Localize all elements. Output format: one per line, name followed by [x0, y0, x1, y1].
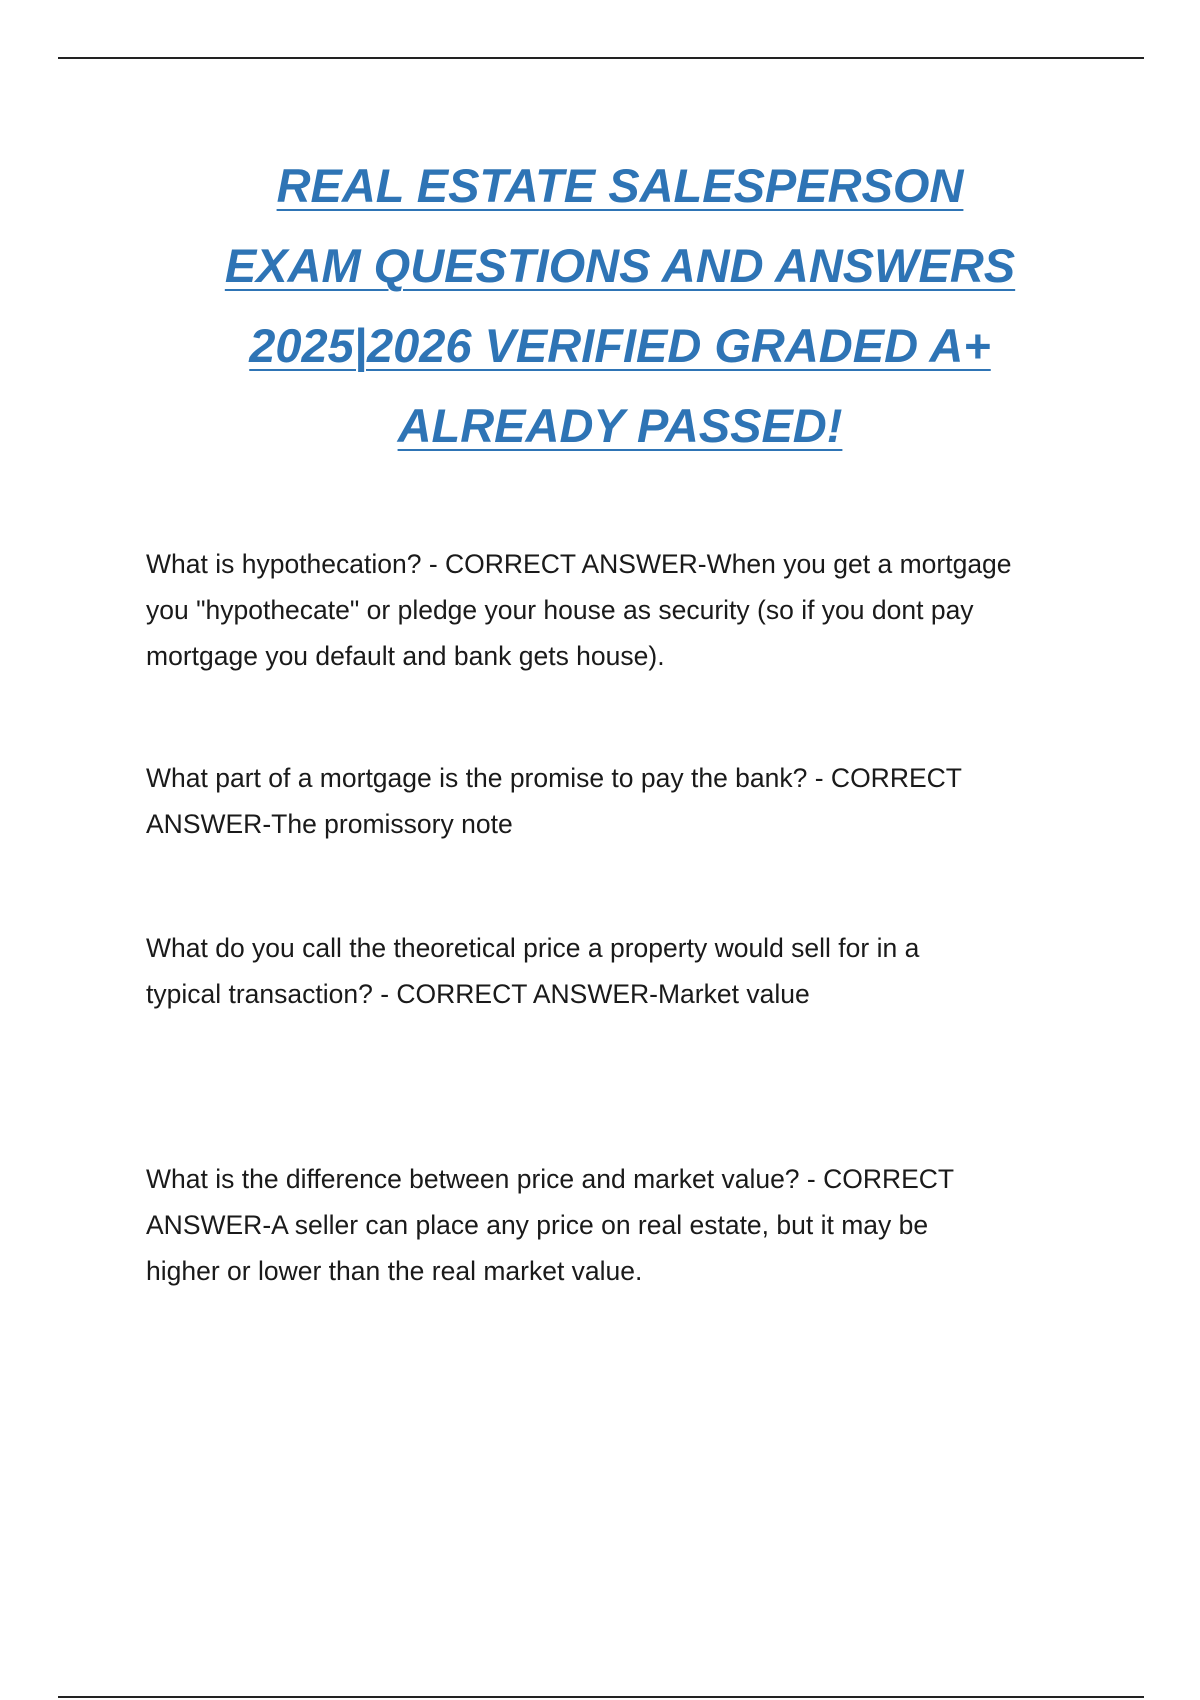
title-line: REAL ESTATE SALESPERSON: [276, 159, 964, 212]
qa-line: What is the difference between price and market value? - CORRECT: [146, 1164, 955, 1194]
qa-item-market-value: [146, 925, 1086, 1017]
title-line: EXAM QUESTIONS AND ANSWERS: [224, 239, 1016, 292]
qa-line: you "hypothecate" or pledge your house as security (so if you dont pay: [146, 595, 974, 625]
qa-item-price-vs-market-value: [146, 1156, 1086, 1294]
qa-item-hypothecation: [146, 541, 1086, 679]
qa-line: ANSWER-A seller can place any price on real estate, but it may be: [146, 1210, 929, 1240]
document-title: [60, 146, 1180, 466]
qa-line: ANSWER-The promissory note: [146, 809, 513, 839]
qa-line: mortgage you default and bank gets house).: [146, 641, 665, 671]
footer-rule: [58, 1696, 1144, 1698]
qa-line: What do you call the theoretical price a property would sell for in a: [146, 933, 920, 963]
qa-item-promissory-note: [146, 755, 1086, 847]
qa-line: What is hypothecation? - CORRECT ANSWER-When you get a mortgage: [146, 549, 1012, 579]
title-line: ALREADY PASSED!: [397, 399, 843, 452]
header-rule: [58, 57, 1144, 59]
qa-line: higher or lower than the real market value.: [146, 1256, 643, 1286]
qa-line: What part of a mortgage is the promise to pay the bank? - CORRECT: [146, 763, 962, 793]
qa-line: typical transaction? - CORRECT ANSWER-Market value: [146, 979, 810, 1009]
title-line: 2025|2026 VERIFIED GRADED A+: [249, 319, 991, 372]
